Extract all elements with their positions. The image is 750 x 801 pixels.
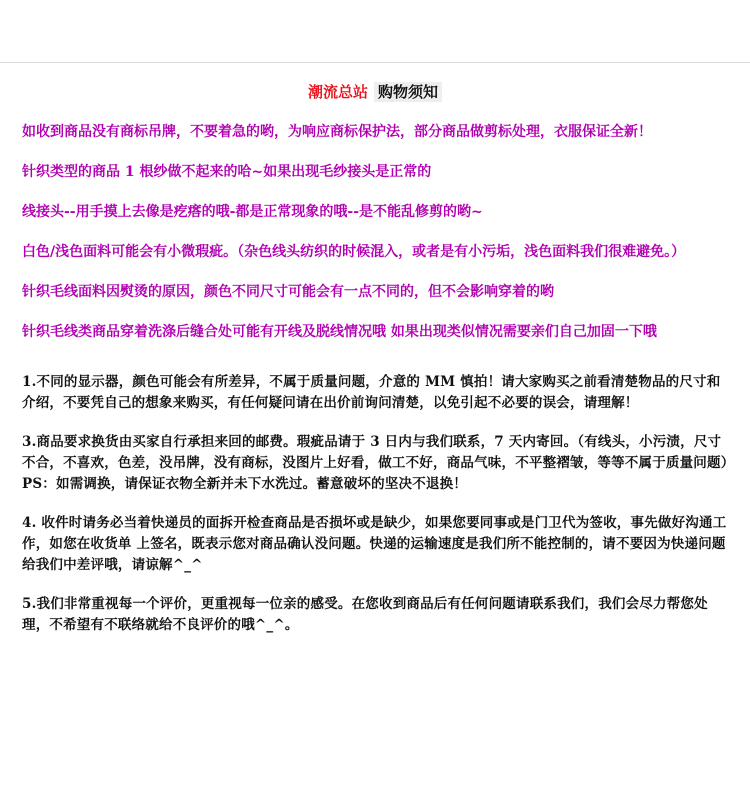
rule-exchange-policy [22,432,734,495]
rule-text: 5.我们非常重视每一个评价，更重视每一位亲的感受。在您收到商品后有任何问题请联系我们，我们会尽力帮您处理，不希望有不联络就给不良评价的哦^_^。 [22,596,708,633]
note-yarn-knot: 线接头--用手摸上去像是疙瘩的哦-都是正常现象的哦--是不能乱修剪的哟~ [22,204,483,220]
rule-text: 4. 收件时请务必当着快递员的面拆开检查商品是否损坏或是缺少，如果您要同事或是门卫代为签收，事先做好沟通工作，如您在收货单 上签名，既表示您对商品确认没问题。快递的运输速度是我们所不能控制的，请不要因为快递问题给我们中差评哦，请谅解^_^ [22,515,727,573]
note-tag-missing: 如收到商品没有商标吊牌，不要着急的哟，为响应商标保护法，部分商品做剪标处理，衣服保证全新！ [22,124,652,140]
page-title [0,82,750,102]
top-divider [0,62,750,63]
store-name: 潮流总站 [307,83,368,101]
note-light-fabric: 白色/浅色面料可能会有小微瑕疵。（杂色线头纺织的时候混入，或者是有小污垢，浅色面料我们很难避免。） [22,244,686,260]
product-notes [22,122,732,362]
note-knit-yarn: 针织类型的商品 1 根纱做不起来的哈~如果出现毛纱接头是正常的 [22,164,432,180]
notice-heading: 购物须知 [374,82,442,102]
note-ironing-size: 针织毛线面料因熨烫的原因，颜色不同尺寸可能会有一点不同的，但不会影响穿着的哟 [22,284,554,300]
rule-text: 3.商品要求换货由买家自行承担来回的邮费。瑕疵品请于 3 日内与我们联系，7 天内寄回。（有线头，小污渍，尺寸不合，不喜欢，色差，没吊牌，没有商标，没图片上好看，做工不好，商品气味，不平整褶皱，等等不属于质量问题） [22,434,735,471]
rule-feedback [22,594,734,636]
rule-text: 1.不同的显示器，颜色可能会有所差异，不属于质量问题，介意的 MM 慎拍！请大家购买之前看清楚物品的尺寸和介绍，不要凭自己的想象来购买，有任何疑问请在出价前询问清楚，以免引起不必要的误会，请理解！ [22,374,721,411]
shopping-rules [22,372,734,654]
rule-color-difference [22,372,734,414]
rule-ps-note: PS：如需调换，请保证衣物全新并未下水洗过。蓄意破坏的坚决不退换！ [22,476,467,492]
note-seam-care: 针织毛线类商品穿着洗涤后缝合处可能有开线及脱线情况哦 如果出现类似情况需要亲们自己加固一下哦 [22,324,657,340]
rule-delivery-check [22,513,734,576]
